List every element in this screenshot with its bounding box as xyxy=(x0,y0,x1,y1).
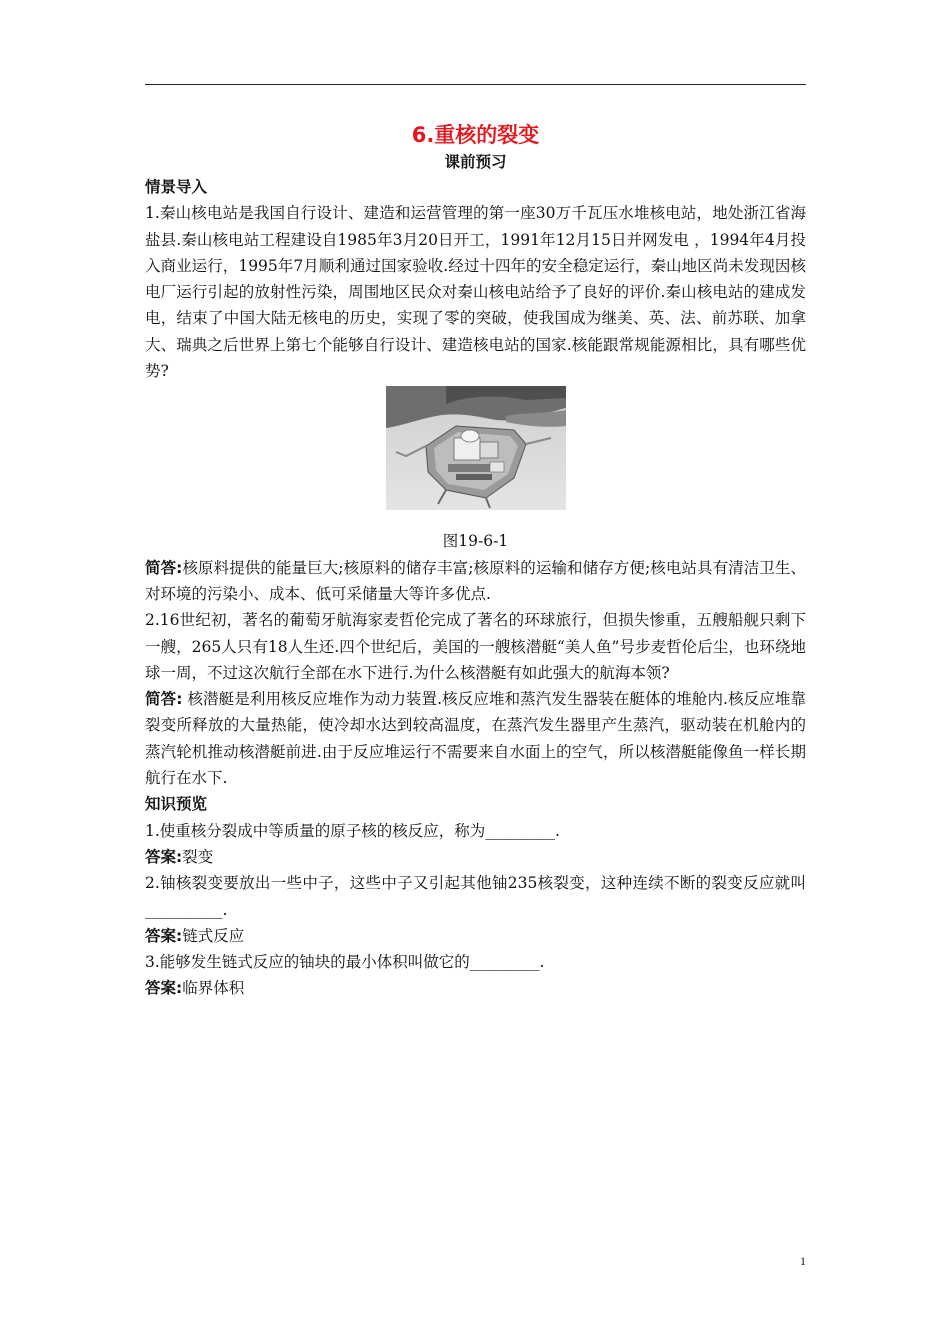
preview-answer-1-text: 裂变 xyxy=(182,847,214,866)
question-2: 2.16世纪初，著名的葡萄牙航海家麦哲伦完成了著名的环球旅行，但损失惨重，五艘船舰只剩下一艘，265人只有18人生还.四个世纪后，美国的一艘核潜艇“美人鱼”号步麦哲伦后尘，也环绕地球一周，不过这次航行全部在水下进行.为什么核潜艇有如此强大的航海本领? xyxy=(145,611,806,682)
preview-question-1: 1.使重核分裂成中等质量的原子核的核反应，称为_________. xyxy=(145,821,560,840)
section-heading-preview: 知识预览 xyxy=(145,795,208,814)
preview-answer-1 xyxy=(145,844,806,870)
answer-label: 答案: xyxy=(145,847,183,866)
answer-label: 答案: xyxy=(145,926,183,945)
preview-question-3: 3.能够发生链式反应的铀块的最小体积叫做它的_________. xyxy=(145,953,545,972)
nuclear-plant-photo xyxy=(386,386,566,510)
figure-caption: 图19-6-1 xyxy=(442,532,509,551)
question-1: 1.秦山核电站是我国自行设计、建造和运营管理的第一座30万千瓦压水堆核电站，地处浙江省海盐县.秦山核电站工程建设自1985年3月20日开工，1991年12月15日并网发电 ，1994年4月投入商业运行，1995年7月顺利通过国家验收.经过十四年的安全稳定运行，秦山地区尚未发现因核电厂运行引起的放射性污染，周围地区民众对秦山核电站给予了良好的评价.秦山核电站的建成发电，结束了中国大陆无核电的历史，实现了零的突破，使我国成为继美、英、法、前苏联、加拿大、瑞典之后世界上第七个能够自行设计、建造核电站的国家.核能跟常规能源相比，具有哪些优势? xyxy=(145,204,806,381)
preview-answer-2 xyxy=(145,923,806,949)
figure xyxy=(145,386,806,510)
preview-question-2: 2.铀核裂变要放出一些中子，这些中子又引起其他铀235核裂变，这种连续不断的裂变反应就叫__________. xyxy=(145,874,806,919)
page-title: 6.重核的裂变 xyxy=(411,123,540,147)
preview-answer-2-text: 链式反应 xyxy=(182,926,245,945)
answer-2-text: 核潜艇是利用核反应堆作为动力装置.核反应堆和蒸汽发生器装在艇体的堆舱内.核反应堆靠裂变所释放的大量热能，使冷却水达到较高温度，在蒸汽发生器里产生蒸汽，驱动装在机舱内的蒸汽轮机推动核潜艇前进.由于反应堆运行不需要来自水面上的空气，所以核潜艇能像鱼一样长期航行在水下. xyxy=(145,690,806,788)
answer-1 xyxy=(145,555,806,608)
document-body xyxy=(145,120,806,1002)
answer-2 xyxy=(145,686,806,791)
header-rule xyxy=(145,84,806,85)
answer-label: 答案: xyxy=(145,979,183,998)
answer-1-text: 核原料提供的能量巨大;核原料的储存丰富;核原料的运输和储存方便;核电站具有清洁卫生、对环境的污染小、成本、低可采储量大等许多优点. xyxy=(145,558,807,603)
preview-answer-3 xyxy=(145,975,806,1001)
section-heading-scenario: 情景导入 xyxy=(145,178,208,196)
page-number: 1 xyxy=(800,1254,806,1268)
answer-label: 简答: xyxy=(145,558,183,577)
preview-answer-3-text: 临界体积 xyxy=(182,979,245,998)
page-subtitle: 课前预习 xyxy=(444,153,507,171)
answer-label: 简答: xyxy=(145,690,183,709)
